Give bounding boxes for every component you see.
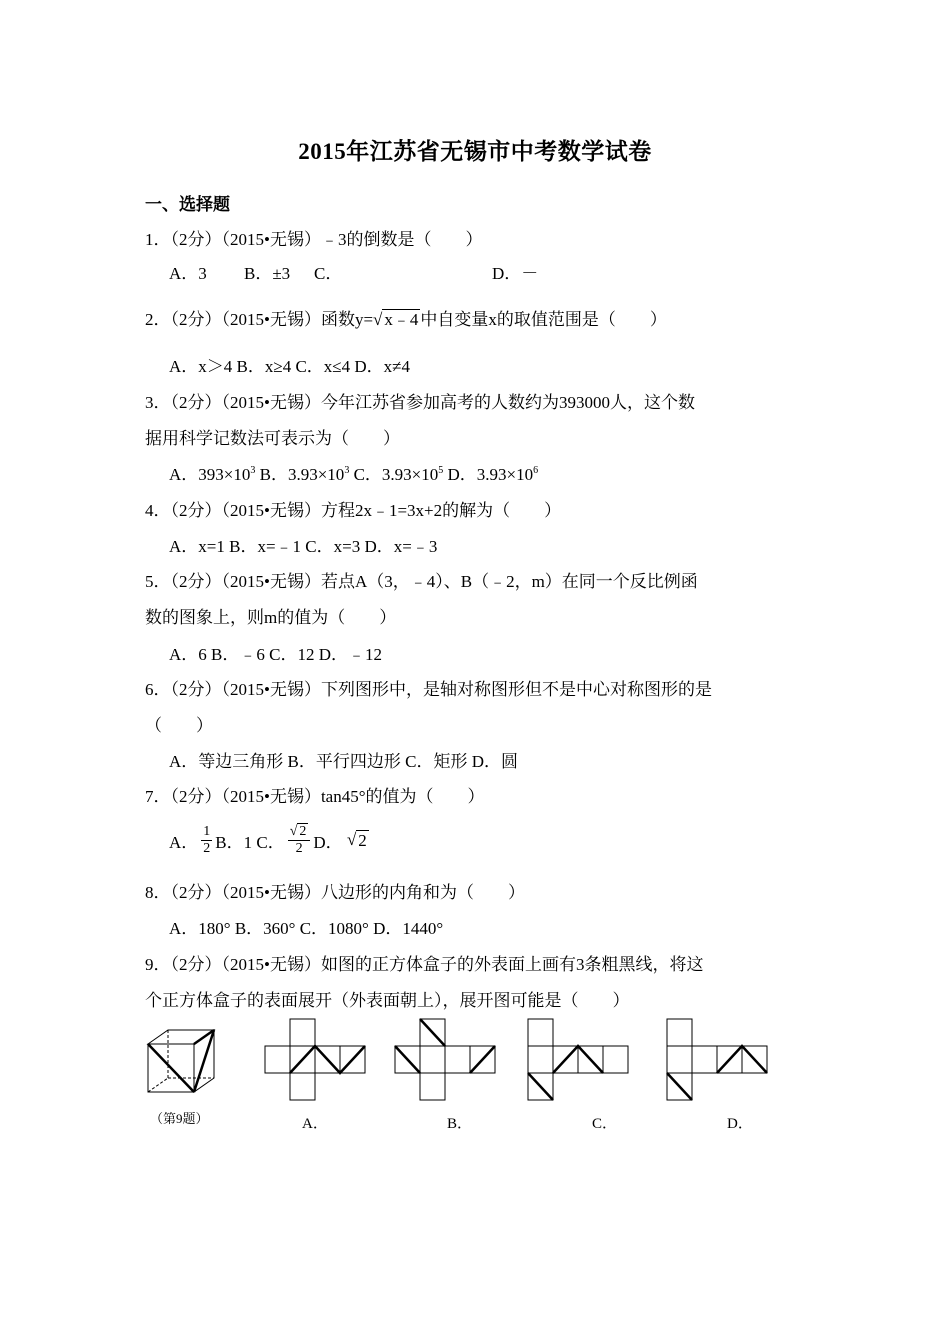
question-number: 9． [145,955,171,974]
question-stem: ﹣3的倒数是（ ） [320,230,483,249]
option-a: A．3 [169,264,207,283]
question-number: 8． [145,883,171,902]
numerator: 1 [203,823,211,839]
question-tag: （2分）（2015•无锡） [170,680,321,699]
question-5-stem-cont: 数的图象上，则m的值为（ ） [145,608,397,627]
question-9-stem-cont: 个正方体盒子的表面展开（外表面朝上），展开图可能是（ ） [145,991,630,1010]
question-stem: 若点A（3，﹣4）、B（﹣2，m）在同一个反比例函 [320,572,698,591]
option-d: D．－ [492,264,539,283]
figure-label-c: C． [592,1116,618,1132]
question-tag: （2分）（2015•无锡） [170,572,321,591]
option-a: A．393×10 [169,465,251,484]
figure-caption: （第9题） [150,1111,209,1126]
question-number: 4． [145,501,171,520]
option-d: D．3.93×10 [443,465,534,484]
option-d: D． [313,832,343,852]
question-tag: （2分）（2015•无锡） [170,955,321,974]
question-tag: （2分）（2015•无锡） [170,393,321,412]
question-stem: 函数y= [320,310,374,329]
question-tag: （2分）（2015•无锡） [170,787,321,806]
question-number: 5． [145,572,171,591]
question-4-options: A．x=1 B．x=﹣1 C．x=3 D．x=﹣3 [169,537,438,556]
figure-label-d: D． [727,1116,753,1132]
question-tag: （2分）（2015•无锡） [170,501,321,520]
question-number: 7． [145,787,171,806]
question-2-options: A．x＞4 B．x≥4 C．x≤4 D．x≠4 [169,357,410,376]
exponent: 6 [533,465,539,476]
sqrt-sign: √ [346,830,357,849]
radicand: 2 [299,823,307,839]
page-title: 2015年江苏省无锡市中考数学试卷 [298,139,652,164]
option-b: B．3.93×10 [255,465,345,484]
section-heading: 一、选择题 [145,195,230,214]
exponent: 3 [344,465,350,476]
question-5-options: A．6 B．﹣6 C．12 D．﹣12 [169,645,382,664]
denominator: 2 [295,840,303,856]
sqrt-sign: √ [289,823,298,839]
radicand: 2 [358,830,367,850]
question-8-options: A．180° B．360° C．1080° D．1440° [169,919,444,938]
cube-figure [148,1030,214,1092]
figure-label-b: B． [447,1116,473,1132]
question-tag: （2分）（2015•无锡） [170,883,321,902]
sqrt-sign: √ [373,310,383,329]
option-b: B．±3 [244,264,291,283]
radicand: x﹣4 [384,310,419,329]
question-tag: （2分）（2015•无锡） [170,310,321,329]
exponent: 5 [438,465,444,476]
net-a [265,1019,365,1100]
figure-label-a: A． [302,1116,328,1132]
option-b: B．1 C． [215,832,285,852]
question-stem: 如图的正方体盒子的外表面上画有3条粗黑线，将这 [320,955,704,974]
question-tag: （2分）（2015•无锡） [170,230,321,249]
question-6-options: A．等边三角形 B．平行四边形 C．矩形 D．圆 [169,752,518,771]
option-c: C． [314,264,343,283]
net-b [395,1019,495,1100]
exponent: 3 [250,465,256,476]
question-stem: 八边形的内角和为（ ） [320,883,525,902]
question-6-stem-cont: （ ） [145,716,213,735]
question-stem: 下列图形中，是轴对称图形但不是中心对称图形的是 [320,680,712,699]
option-a: A． [169,832,199,852]
question-number: 6． [145,680,171,699]
option-c: C．3.93×10 [349,465,439,484]
question-3-stem-cont: 据用科学记数法可表示为（ ） [145,429,400,448]
denominator: 2 [203,840,211,856]
net-c [528,1019,628,1100]
net-d [667,1019,767,1100]
question-stem-end: 中自变量x的取值范围是（ ） [420,310,667,329]
question-stem: 方程2x﹣1=3x+2的解为（ ） [320,501,562,520]
question-number: 3． [145,393,171,412]
question-number: 1． [145,230,171,249]
question-stem: 今年江苏省参加高考的人数约为393000人，这个数 [320,393,695,412]
question-stem: tan45°的值为（ ） [320,787,485,806]
question-number: 2． [145,310,171,329]
